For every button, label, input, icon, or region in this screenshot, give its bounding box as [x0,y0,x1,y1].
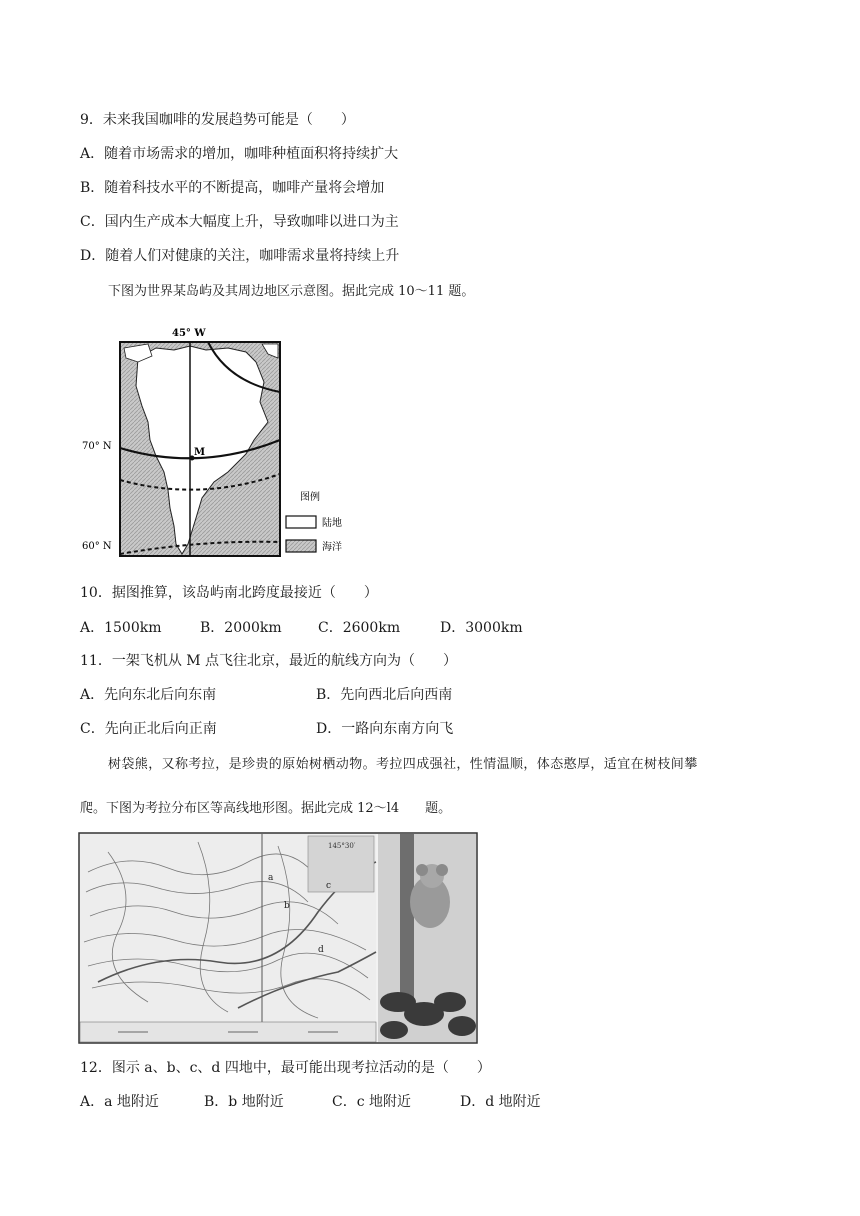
intro-12-14-line2: 爬。下图为考拉分布区等高线地形图。据此完成 12～l4 题。 [80,801,452,816]
q9-option-d: D．随着人们对健康的关注，咖啡需求量将持续上升 [80,248,400,264]
q12-stem: 12．图示 a、b、c、d 四地中，最可能出现考拉活动的是（ ） [80,1060,491,1076]
lon-label: 45° W [172,328,206,339]
lat-70-label: 70° N [82,441,112,452]
map2-label-a: a [268,873,274,883]
legend-ocean-swatch [286,540,316,552]
q9-option-c: C．国内生产成本大幅度上升，导致咖啡以进口为主 [80,214,399,230]
q11-options-row2 [80,720,600,738]
q10-stem: 10．据图推算，该岛屿南北跨度最接近（ ） [80,585,378,601]
intro-10-11: 下图为世界某岛屿及其周边地区示意图。据此完成 10～11 题。 [108,284,475,299]
koala-contour-map [78,832,478,1044]
legend-land-label: 陆地 [322,518,342,529]
q10-options [80,619,600,637]
q11-option-c: C．先向正北后向正南 [80,721,217,737]
q9-option-a: A．随着市场需求的增加，咖啡种植面积将持续扩大 [80,146,399,162]
q12-option-a: A．a 地附近 [80,1094,159,1110]
point-m-label: M [194,447,206,458]
map2-lon-label: 145°30′ [328,842,356,850]
q11-option-a: A．先向东北后向东南 [80,687,217,703]
lat-60-label: 60° N [82,541,112,552]
map2-label-d: d [318,945,324,955]
map2-label-c: c [326,881,332,891]
q12-option-c: C．c 地附近 [332,1094,412,1110]
q11-option-d: D．一路向东南方向飞 [316,721,454,737]
q12-option-b: B．b 地附近 [204,1094,284,1110]
q11-stem: 11．一架飞机从 M 点飞往北京，最近的航线方向为（ ） [80,653,458,669]
q12-option-d: D．d 地附近 [460,1094,541,1110]
q12-options [80,1093,600,1111]
legend-land-swatch [286,516,316,528]
q10-option-b: B．2000km [200,620,282,636]
q11-options-row1 [80,686,600,704]
island-map [78,322,368,562]
q9-option-b: B．随着科技水平的不断提高，咖啡产量将会增加 [80,180,385,196]
q11-option-b: B．先向西北后向西南 [316,687,453,703]
legend-ocean-label: 海洋 [322,542,342,553]
legend-title: 图例 [300,492,320,503]
q10-option-c: C．2600km [318,620,401,636]
q10-option-d: D．3000km [440,620,523,636]
q9-stem: 9．未来我国咖啡的发展趋势可能是（ ） [80,112,355,128]
intro-12-14-line1: 树袋熊，又称考拉，是珍贵的原始树栖动物。考拉四成强社，性情温顺，体态憨厚，适宜在树枝间攀 [108,757,698,772]
q10-option-a: A．1500km [80,620,162,636]
map2-label-b: b [284,901,290,911]
